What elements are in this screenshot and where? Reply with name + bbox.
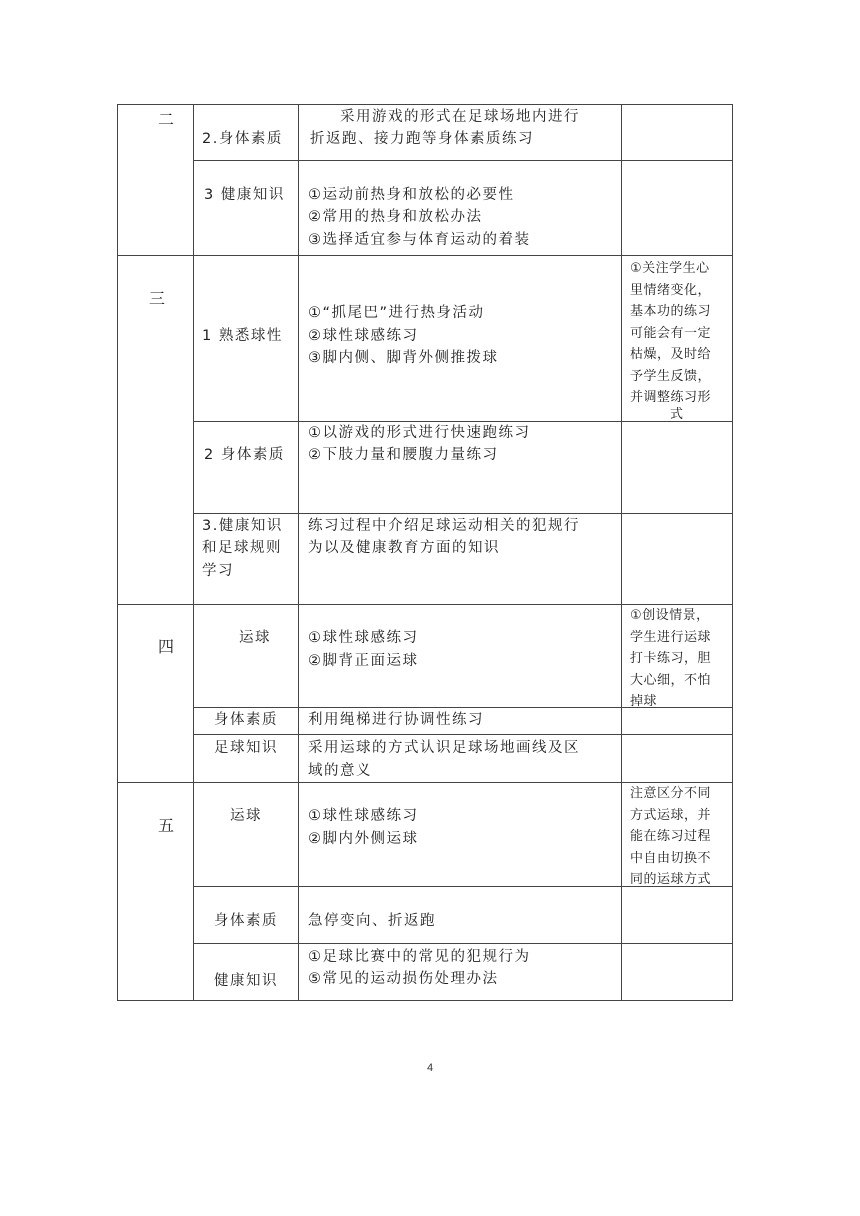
item-content-line: ③脚内侧、脚背外侧推拨球 — [308, 350, 499, 366]
item-content-line: ①球性球感练习 — [308, 630, 419, 646]
item-content-line: ②球性球感练习 — [308, 328, 419, 344]
item-label: 运球 — [239, 630, 271, 646]
row-divider — [193, 513, 733, 514]
row-number: 五 — [158, 816, 175, 835]
note-line: 式 — [670, 407, 684, 422]
item-content-line: 练习过程中介绍足球运动相关的犯规行 — [308, 518, 580, 534]
item-content-line: 域的意义 — [308, 763, 372, 779]
note-line: 可能会有一定 — [630, 326, 712, 341]
item-label: 2 身体素质 — [204, 447, 285, 463]
note-line: 掉球 — [630, 694, 658, 709]
note-line: ①创设情景， — [630, 608, 710, 623]
item-content-line: ①运动前热身和放松的必要性 — [308, 187, 515, 203]
note-line: 大心细，不怕 — [630, 673, 712, 688]
note-line: 中自由切换不 — [630, 851, 712, 866]
note-line: 学生进行运球 — [630, 630, 712, 645]
item-content-line: ②脚内外侧运球 — [308, 831, 419, 847]
note-line: ①关注学生心 — [630, 261, 710, 276]
note-line: 注意区分不同 — [630, 786, 712, 801]
note-line: 枯燥，及时给 — [630, 347, 712, 362]
item-label: 身体素质 — [214, 712, 278, 728]
note-line: 里情绪变化， — [630, 283, 712, 298]
item-content-line: ①球性球感练习 — [308, 808, 419, 824]
note-line: 能在练习过程 — [630, 829, 712, 844]
item-content-line: ③选择适宜参与体育运动的着装 — [308, 232, 531, 248]
item-content-line: 为以及健康教育方面的知识 — [308, 540, 500, 556]
item-content-line: 采用运球的方式认识足球场地画线及区 — [308, 740, 580, 756]
item-label: 身体素质 — [214, 913, 278, 929]
item-label: 健康知识 — [214, 973, 278, 989]
table-left-border — [117, 104, 118, 1001]
item-content-line: ②下肢力量和腰腹力量练习 — [308, 447, 499, 463]
note-line: 打卡练习，胆 — [630, 651, 712, 666]
item-content-line: 采用游戏的形式在足球场地内进行 — [340, 109, 580, 125]
page-number: 4 — [426, 1062, 434, 1074]
row-divider — [117, 255, 733, 256]
item-label: 运球 — [230, 808, 262, 824]
row-number: 二 — [158, 110, 175, 129]
item-label-line: 3.健康知识 — [202, 518, 283, 534]
item-content-line: 急停变向、折返跑 — [308, 913, 436, 929]
table-top-border — [117, 104, 733, 105]
item-content-line: ①足球比赛中的常见的犯规行为 — [308, 949, 531, 965]
item-label: 2.身体素质 — [202, 131, 283, 147]
item-content-line: 折返跑、接力跑等身体素质练习 — [310, 131, 534, 147]
table-bottom-border — [117, 1000, 733, 1001]
row-number: 四 — [158, 637, 175, 656]
item-content-line: ①以游戏的形式进行快速跑练习 — [308, 425, 531, 441]
item-content-line: ①“抓尾巴”进行热身活动 — [308, 305, 485, 321]
table-right-border — [732, 104, 733, 1001]
column-divider — [621, 104, 622, 1001]
item-label-line: 和足球规则 — [202, 540, 282, 556]
note-line: 并调整练习形 — [630, 390, 712, 405]
row-divider — [193, 943, 733, 944]
row-divider — [193, 734, 733, 735]
item-content-line: ②常用的热身和放松办法 — [308, 209, 483, 225]
row-divider — [193, 160, 733, 161]
note-line: 基本功的练习 — [630, 304, 712, 319]
row-number: 三 — [149, 289, 166, 308]
item-content-line: 利用绳梯进行协调性练习 — [308, 712, 484, 728]
note-line: 方式运球，并 — [630, 808, 712, 823]
note-line: 予学生反馈， — [630, 369, 712, 384]
item-label: 3 健康知识 — [204, 187, 285, 203]
column-divider — [298, 104, 299, 1001]
item-label-line: 学习 — [202, 563, 234, 579]
item-content-line: ⑤常见的运动损伤处理办法 — [308, 971, 499, 987]
note-line: 同的运球方式 — [630, 872, 712, 887]
item-label: 足球知识 — [214, 740, 278, 756]
column-divider — [193, 104, 194, 1001]
item-label: 1 熟悉球性 — [202, 328, 283, 344]
item-content-line: ②脚背正面运球 — [308, 653, 419, 669]
